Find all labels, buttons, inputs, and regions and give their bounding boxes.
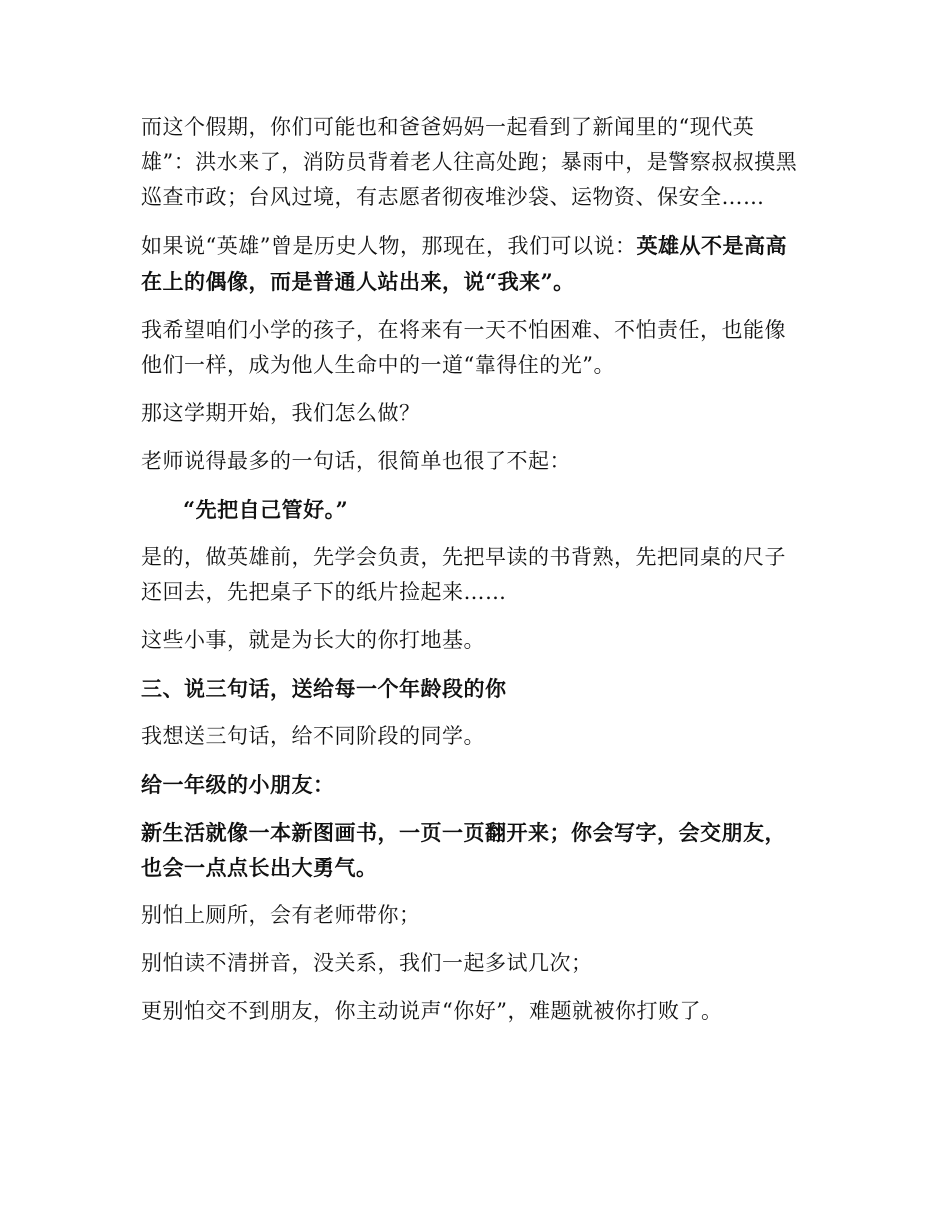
paragraph-hero-definition-emphasis: 英雄从不是高高在上的偶像，而是普通人站出来，说“我来”。 bbox=[141, 233, 787, 294]
quote-manage-yourself: “先把自己管好。” bbox=[183, 497, 349, 522]
paragraph-friends: 更别怕交不到朋友，你主动说声“你好”，难题就被你打败了。 bbox=[141, 999, 723, 1023]
document-body bbox=[141, 110, 801, 1029]
paragraph-foundation: 这些小事，就是为长大的你打地基。 bbox=[141, 628, 485, 652]
paragraph-new-life: 新生活就像一本新图画书，一页一页翻开来；你会写字，会交朋友，也会一点点长出大勇气。 bbox=[141, 820, 786, 880]
paragraph-hero-definition bbox=[141, 228, 801, 300]
paragraph-teacher-saying: 老师说得最多的一句话，很简单也很了不起： bbox=[141, 449, 571, 473]
paragraph-toilet: 别怕上厕所，会有老师带你； bbox=[141, 903, 421, 927]
paragraph-question: 那这学期开始，我们怎么做？ bbox=[141, 401, 421, 425]
paragraph-pinyin: 别怕读不清拼音，没关系，我们一起多试几次； bbox=[141, 951, 593, 975]
paragraph-three-sentences-intro: 我想送三句话，给不同阶段的同学。 bbox=[141, 724, 485, 748]
paragraph-heroes-news: 而这个假期，你们可能也和爸爸妈妈一起看到了新闻里的“现代英雄”：洪水来了，消防员背着老人往高处跑；暴雨中，是警察叔叔摸黑巡查市政；台风过境，有志愿者彻夜堆沙袋、运物资、保安全…… bbox=[141, 115, 798, 209]
paragraph-responsibility: 是的，做英雄前，先学会负责，先把早读的书背熟，先把同桌的尺子还回去，先把桌子下的纸片捡起来…… bbox=[141, 545, 786, 604]
paragraph-hope: 我希望咱们小学的孩子，在将来有一天不怕困难、不怕责任，也能像他们一样，成为他人生命中的一道“靠得住的光”。 bbox=[141, 318, 786, 377]
section-heading-three-sentences: 三、说三句话，送给每一个年龄段的你 bbox=[141, 676, 507, 701]
paragraph-hero-definition-lead: 如果说“英雄”曾是历史人物，那现在，我们可以说： bbox=[141, 234, 637, 258]
subheading-first-graders: 给一年级的小朋友： bbox=[141, 772, 335, 797]
